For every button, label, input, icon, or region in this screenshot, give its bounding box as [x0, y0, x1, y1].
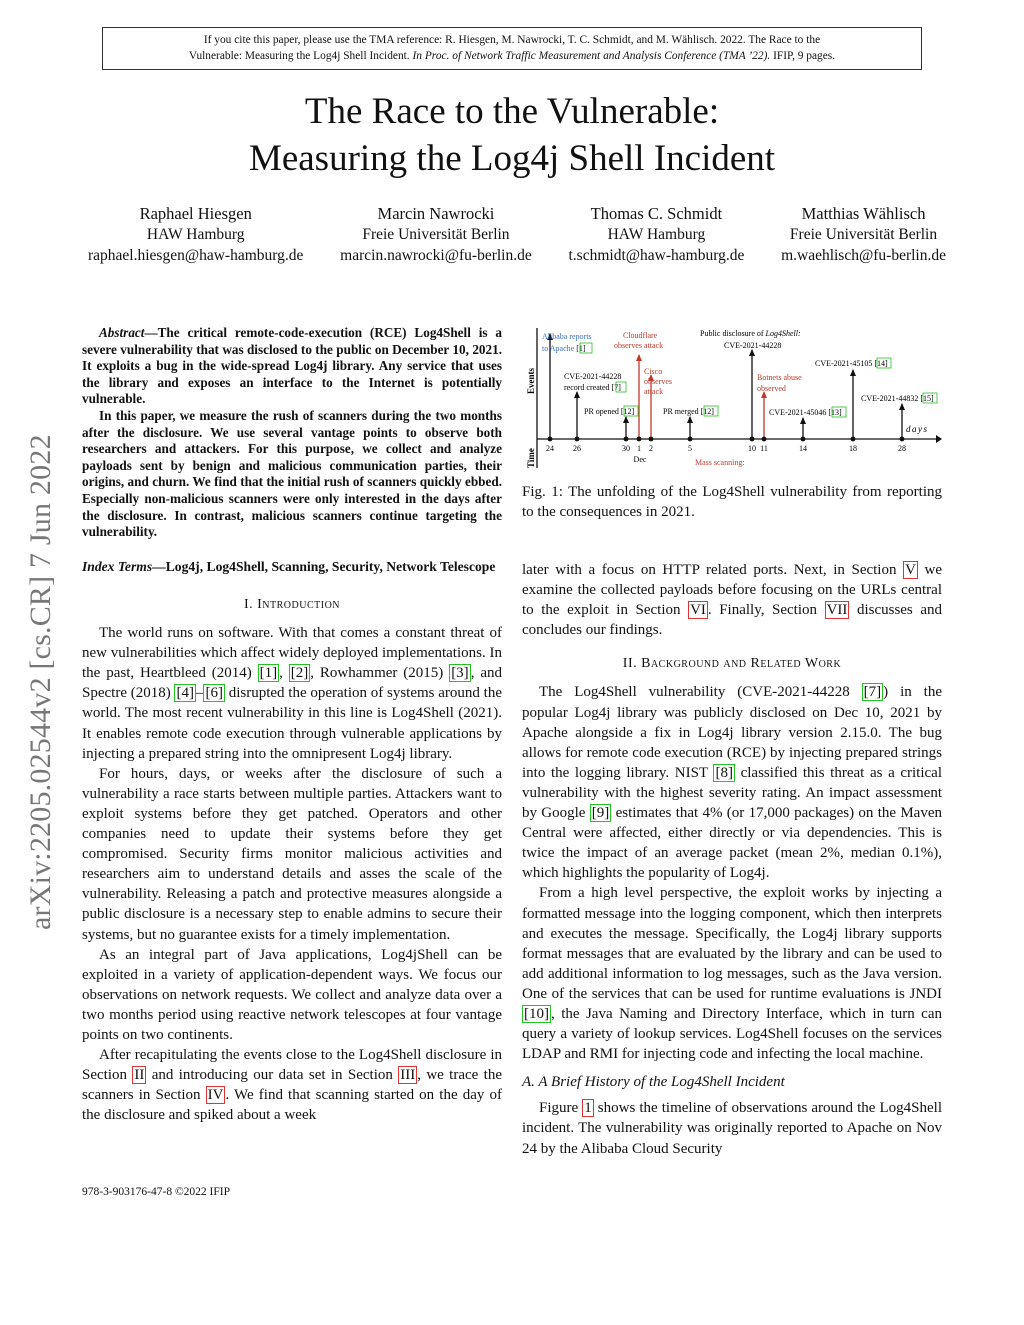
subsection-heading: A. A Brief History of the Log4Shell Incident — [522, 1074, 785, 1091]
label-cisco: Cisco — [644, 367, 663, 376]
text: and introducing our data set in Section — [146, 1067, 399, 1084]
intro-p2: For hours, days, or weeks after the disclosure of such a vulnerability a race starts between multiple parties. Attackers want to exploit systems before they get patched. Operators and other companies need to update their systems before they get compromised. Security firms monitor malicious activities and researchers aim to understand details and asses the scale of the vulnerability. Releasing a patch and protective measures alongside a public disclosure is a necessary step to enable admins to secure their systems, but no guarantee exists for a timely implementation. — [82, 765, 502, 943]
ref-link[interactable]: [2] — [290, 665, 309, 682]
events-axis-label: Events — [526, 367, 536, 394]
section-number: II. — [622, 656, 638, 672]
abstract-p2: In this paper, we measure the rush of scanners during the two months after the disclosure. We use several vantage points to observe both researchers and attackers. For this purpose, we collect and analyze payloads sent by benign and malicious communication parties, their origins, and churn. We find that the initial rush of scanners quickly ebbed. Especially non-malicious scanners were only interested in the days after the disclosure. In contrast, malicious scanners continue targeting the vulnerability. — [82, 407, 502, 540]
author-name: Raphael Hiesgen — [139, 204, 252, 223]
author-affiliation: HAW Hamburg — [146, 226, 245, 243]
text: disrupted the operation of systems around the world. The most recent vulnerability in this line is Log4Shell (2021). It enables remote code execution through vulnerable applications by injecting a prepared string into the omnipresent Log4j library. — [82, 685, 502, 762]
ref-link[interactable]: [8] — [715, 764, 733, 781]
event-arrow-cve44832 — [899, 403, 905, 410]
mass-scanning-label: Mass scanning: — [695, 458, 745, 467]
event-arrow-cve-created — [574, 391, 580, 398]
tick-label: 11 — [760, 444, 768, 453]
text: . Finally, Section — [707, 602, 825, 619]
tick-dot — [649, 437, 654, 442]
text: ) in the popular Log4j library was publicly disclosed on Dec 10, 2021 by Apache alongside a fix in Log4j library version 2.15.0. The bug allows for remote code execution (RCE) by injecting prepared strings into the logging library. NIST — [522, 684, 942, 781]
tick-label: 5 — [688, 444, 692, 453]
ref-link[interactable]: [10] — [524, 1005, 549, 1022]
tick-dot — [548, 437, 553, 442]
label-cve45105: CVE-2021-45105 [14] — [815, 359, 888, 368]
tick-label: 24 — [546, 444, 554, 453]
author-email: t.schmidt@haw-hamburg.de — [568, 247, 745, 264]
index-terms-label: Index Terms — [82, 559, 153, 574]
author-1 — [88, 203, 303, 266]
section-heading-background — [522, 654, 942, 674]
tick-dot — [688, 437, 693, 442]
intro-p3: As an integral part of Java applications, Log4jShell can be exploited in a variety of application-dependent ways. We focus our observations on network requests. We collect and analyze data over a two months period using reactive network telescopes at four vantage points on two continents. — [82, 946, 502, 1043]
label-pr-opened: PR opened [12] — [584, 407, 635, 416]
author-name: Matthias Wählisch — [801, 204, 926, 223]
event-arrow-cve45046 — [800, 417, 806, 424]
index-terms — [82, 558, 502, 575]
author-2 — [340, 203, 532, 266]
event-arrow-cloudflare — [636, 354, 642, 361]
tick-label: 1 — [637, 444, 641, 453]
text: we examine the collected payloads before focusing on the URLs central to the exploit in Section — [522, 562, 942, 619]
background-p1 — [522, 682, 942, 883]
tick-dot — [750, 437, 755, 442]
tick-label: 28 — [898, 444, 906, 453]
author-email: m.waehlisch@fu-berlin.de — [781, 247, 946, 264]
label-botnets: Botnets abuse — [757, 373, 802, 382]
label-cve44832: CVE-2021-44832 [15] — [861, 394, 934, 403]
section-number: I. — [243, 597, 254, 612]
text: . We find that scanning started on the day of the disclosure and spiked about a week — [82, 1087, 502, 1124]
text: estimates that 4% (or 17,000 packages) on the Maven Central were affected, either directly or via dependencies. This is twice the impact of an average packet (mean 2%, median 0.1%), which highlights the popularity of Log4j. — [522, 805, 942, 882]
text: , we trace the scanners in Section — [82, 1067, 502, 1104]
tick-dot — [624, 437, 629, 442]
section-link[interactable]: IV — [207, 1087, 224, 1104]
left-column-body — [82, 558, 502, 1125]
text: – — [195, 685, 204, 702]
notice-line-2 — [103, 48, 921, 64]
text: , the Java Naming and Directory Interface, which in turn can query a variety of lookup services. Log4Shell focuses on the services LDAP and RMI for injecting code and infecting the local machine. — [522, 1005, 942, 1063]
index-terms-text: —Log4j, Log4Shell, Scanning, Security, Network Telescope — [152, 559, 496, 574]
text: later with a focus on HTTP related ports. Next, in Section — [522, 562, 904, 578]
tick-dot — [575, 437, 580, 442]
text: The world runs on software. With that comes a constant threat of new vulnerabilities which affect widely deployed implementations. In the past, Heartbleed (2014) — [82, 625, 502, 682]
citation-notice — [102, 27, 922, 70]
ref-link[interactable]: [9] — [591, 805, 610, 822]
label-botnets-2: observed — [757, 384, 786, 393]
text: Figure — [539, 1100, 583, 1117]
tick-dot — [637, 437, 642, 442]
arxiv-stamp: arXiv:2205.02544v2 [cs.CR] 7 Jun 2022 — [24, 434, 57, 930]
figure-caption: Fig. 1: The unfolding of the Log4Shell vulnerability from reporting to the consequences in 2021. — [522, 484, 942, 520]
tick-label: 26 — [573, 444, 581, 453]
author-block — [88, 203, 946, 266]
paper-title — [0, 88, 1024, 182]
title-line-1: The Race to the Vulnerable: — [304, 91, 720, 132]
intro-p4 — [82, 1045, 502, 1125]
author-4 — [781, 203, 946, 266]
text: shows the timeline of observations around the Log4Shell incident. The vulnerability was originally reported to Apache on Nov 24 by the Alibaba Cloud Security — [522, 1100, 942, 1157]
time-axis-label: Time — [526, 448, 536, 468]
tick-dot — [801, 437, 806, 442]
author-affiliation: HAW Hamburg — [607, 226, 706, 243]
tick-label: 2 — [649, 444, 653, 453]
text: , — [279, 665, 289, 682]
section-link[interactable]: VII — [826, 602, 848, 619]
label-public-1: Public disclosure of Log4Shell: — [700, 329, 801, 338]
section-link[interactable]: VI — [690, 602, 706, 619]
timeline-figure — [520, 322, 944, 474]
abstract-label: Abstract — [99, 325, 145, 340]
intro-p1 — [82, 623, 502, 764]
ref-link[interactable]: [3] — [451, 665, 469, 682]
label-cve-created: CVE-2021-44228 — [564, 372, 622, 381]
author-email: marcin.nawrocki@fu-berlin.de — [340, 247, 532, 264]
right-column-body — [522, 560, 942, 1159]
label-cloudflare-2: observes attack — [614, 341, 664, 350]
section-link[interactable]: II — [134, 1067, 145, 1084]
author-affiliation: Freie Universität Berlin — [789, 226, 938, 243]
text: discusses and concludes our findings. — [522, 602, 942, 639]
figure-link[interactable]: 1 — [584, 1100, 592, 1117]
history-p1 — [522, 1098, 942, 1158]
label-pr-merged: PR merged [12] — [663, 407, 714, 416]
tick-label: 10 — [748, 444, 756, 453]
ref-link[interactable]: [7] — [863, 684, 882, 701]
tick-dot — [900, 437, 905, 442]
text: , and Spectre (2018) — [82, 665, 502, 702]
right-p0 — [522, 560, 942, 640]
tick-dot — [851, 437, 856, 442]
text: , Rowhammer (2015) — [310, 665, 450, 682]
tick-label: 14 — [799, 444, 807, 453]
section-link[interactable]: V — [905, 562, 916, 578]
ref-link[interactable]: [1] — [259, 665, 278, 682]
notice-line-2-italic: In Proc. of Network Traffic Measurement and Analysis Conference (TMA ’22). — [412, 50, 771, 62]
section-link[interactable]: III — [400, 1067, 416, 1084]
days-label: days — [906, 424, 929, 434]
notice-line-2-plain: Vulnerable: Measuring the Log4j Shell Incident. — [188, 50, 410, 62]
text: After recapitulating the events close to the Log4Shell disclosure in Section — [82, 1047, 502, 1084]
event-arrow-cve45105 — [850, 369, 856, 376]
label-cloudflare: Cloudflare — [623, 331, 658, 340]
dec-label: Dec — [633, 455, 647, 464]
ref-link[interactable]: [4] — [176, 685, 194, 702]
label-cve-created-2: record created [7] — [564, 383, 621, 392]
event-arrow-pr-opened — [623, 416, 629, 423]
label-alibaba-2: to Apache [1] — [542, 344, 586, 353]
text: The Log4Shell vulnerability (CVE-2021-44228 — [539, 684, 862, 701]
label-public-cve: CVE-2021-44228 — [724, 341, 782, 350]
event-arrow-pr-merged — [687, 416, 693, 423]
tick-label: 30 — [622, 444, 630, 453]
title-line-2: Measuring the Log4j Shell Incident — [248, 138, 776, 179]
abstract-p1 — [82, 325, 502, 408]
time-axis-arrow — [936, 435, 942, 443]
tick-dot — [762, 437, 767, 442]
author-name: Marcin Nawrocki — [377, 204, 495, 223]
section-title: Introduction — [257, 597, 341, 612]
abstract — [82, 325, 502, 541]
label-alibaba: Alibaba reports — [542, 332, 592, 341]
notice-line-1: If you cite this paper, please use the TMA reference: R. Hiesgen, M. Nawrocki, T. C. Schmidt, and M. Wählisch. 2022. The Race to the — [203, 34, 821, 46]
background-p2 — [522, 883, 942, 1064]
section-title: Background and Related Work — [641, 656, 842, 672]
author-name: Thomas C. Schmidt — [590, 204, 723, 223]
author-email: raphael.hiesgen@haw-hamburg.de — [88, 247, 304, 264]
author-affiliation: Freie Universität Berlin — [362, 226, 510, 243]
copyright-footer: 978-3-903176-47-8 ©2022 IFIP — [82, 1186, 231, 1198]
label-cve45046: CVE-2021-45046 [13] — [769, 408, 842, 417]
tick-label: 18 — [849, 444, 857, 453]
text: From a high level perspective, the exploit works by injecting a formatted message into the logging component, which then interprets and executes the message. Specifically, the Log4j library supports format messages that are evaluated by the library and can be used to add additional information to log messages, such as the Java version. One of the services that can be used for runtime evaluations is JNDI — [522, 885, 942, 1002]
abstract-text-1: —The critical remote-code-execution (RCE) Log4Shell is a severe vulnerability that was disclosed to the public on December 10, 2021. It exploits a bug in the wide-spread Log4j library. Any service that uses the library and exposes an interface to the Internet is potentially vulnerable. — [82, 325, 502, 407]
label-cisco-2: observes — [644, 377, 672, 386]
notice-line-2-end: IFIP, 9 pages. — [773, 50, 836, 62]
label-cisco-3: attack — [644, 387, 664, 396]
event-arrow-public-disclosure — [749, 349, 755, 356]
text: classified this threat as a critical vulnerability with the highest severity rating. An impact assessment by Google — [522, 764, 942, 822]
author-3 — [568, 203, 744, 266]
section-heading-intro — [82, 595, 502, 615]
ref-link[interactable]: [6] — [205, 685, 223, 702]
